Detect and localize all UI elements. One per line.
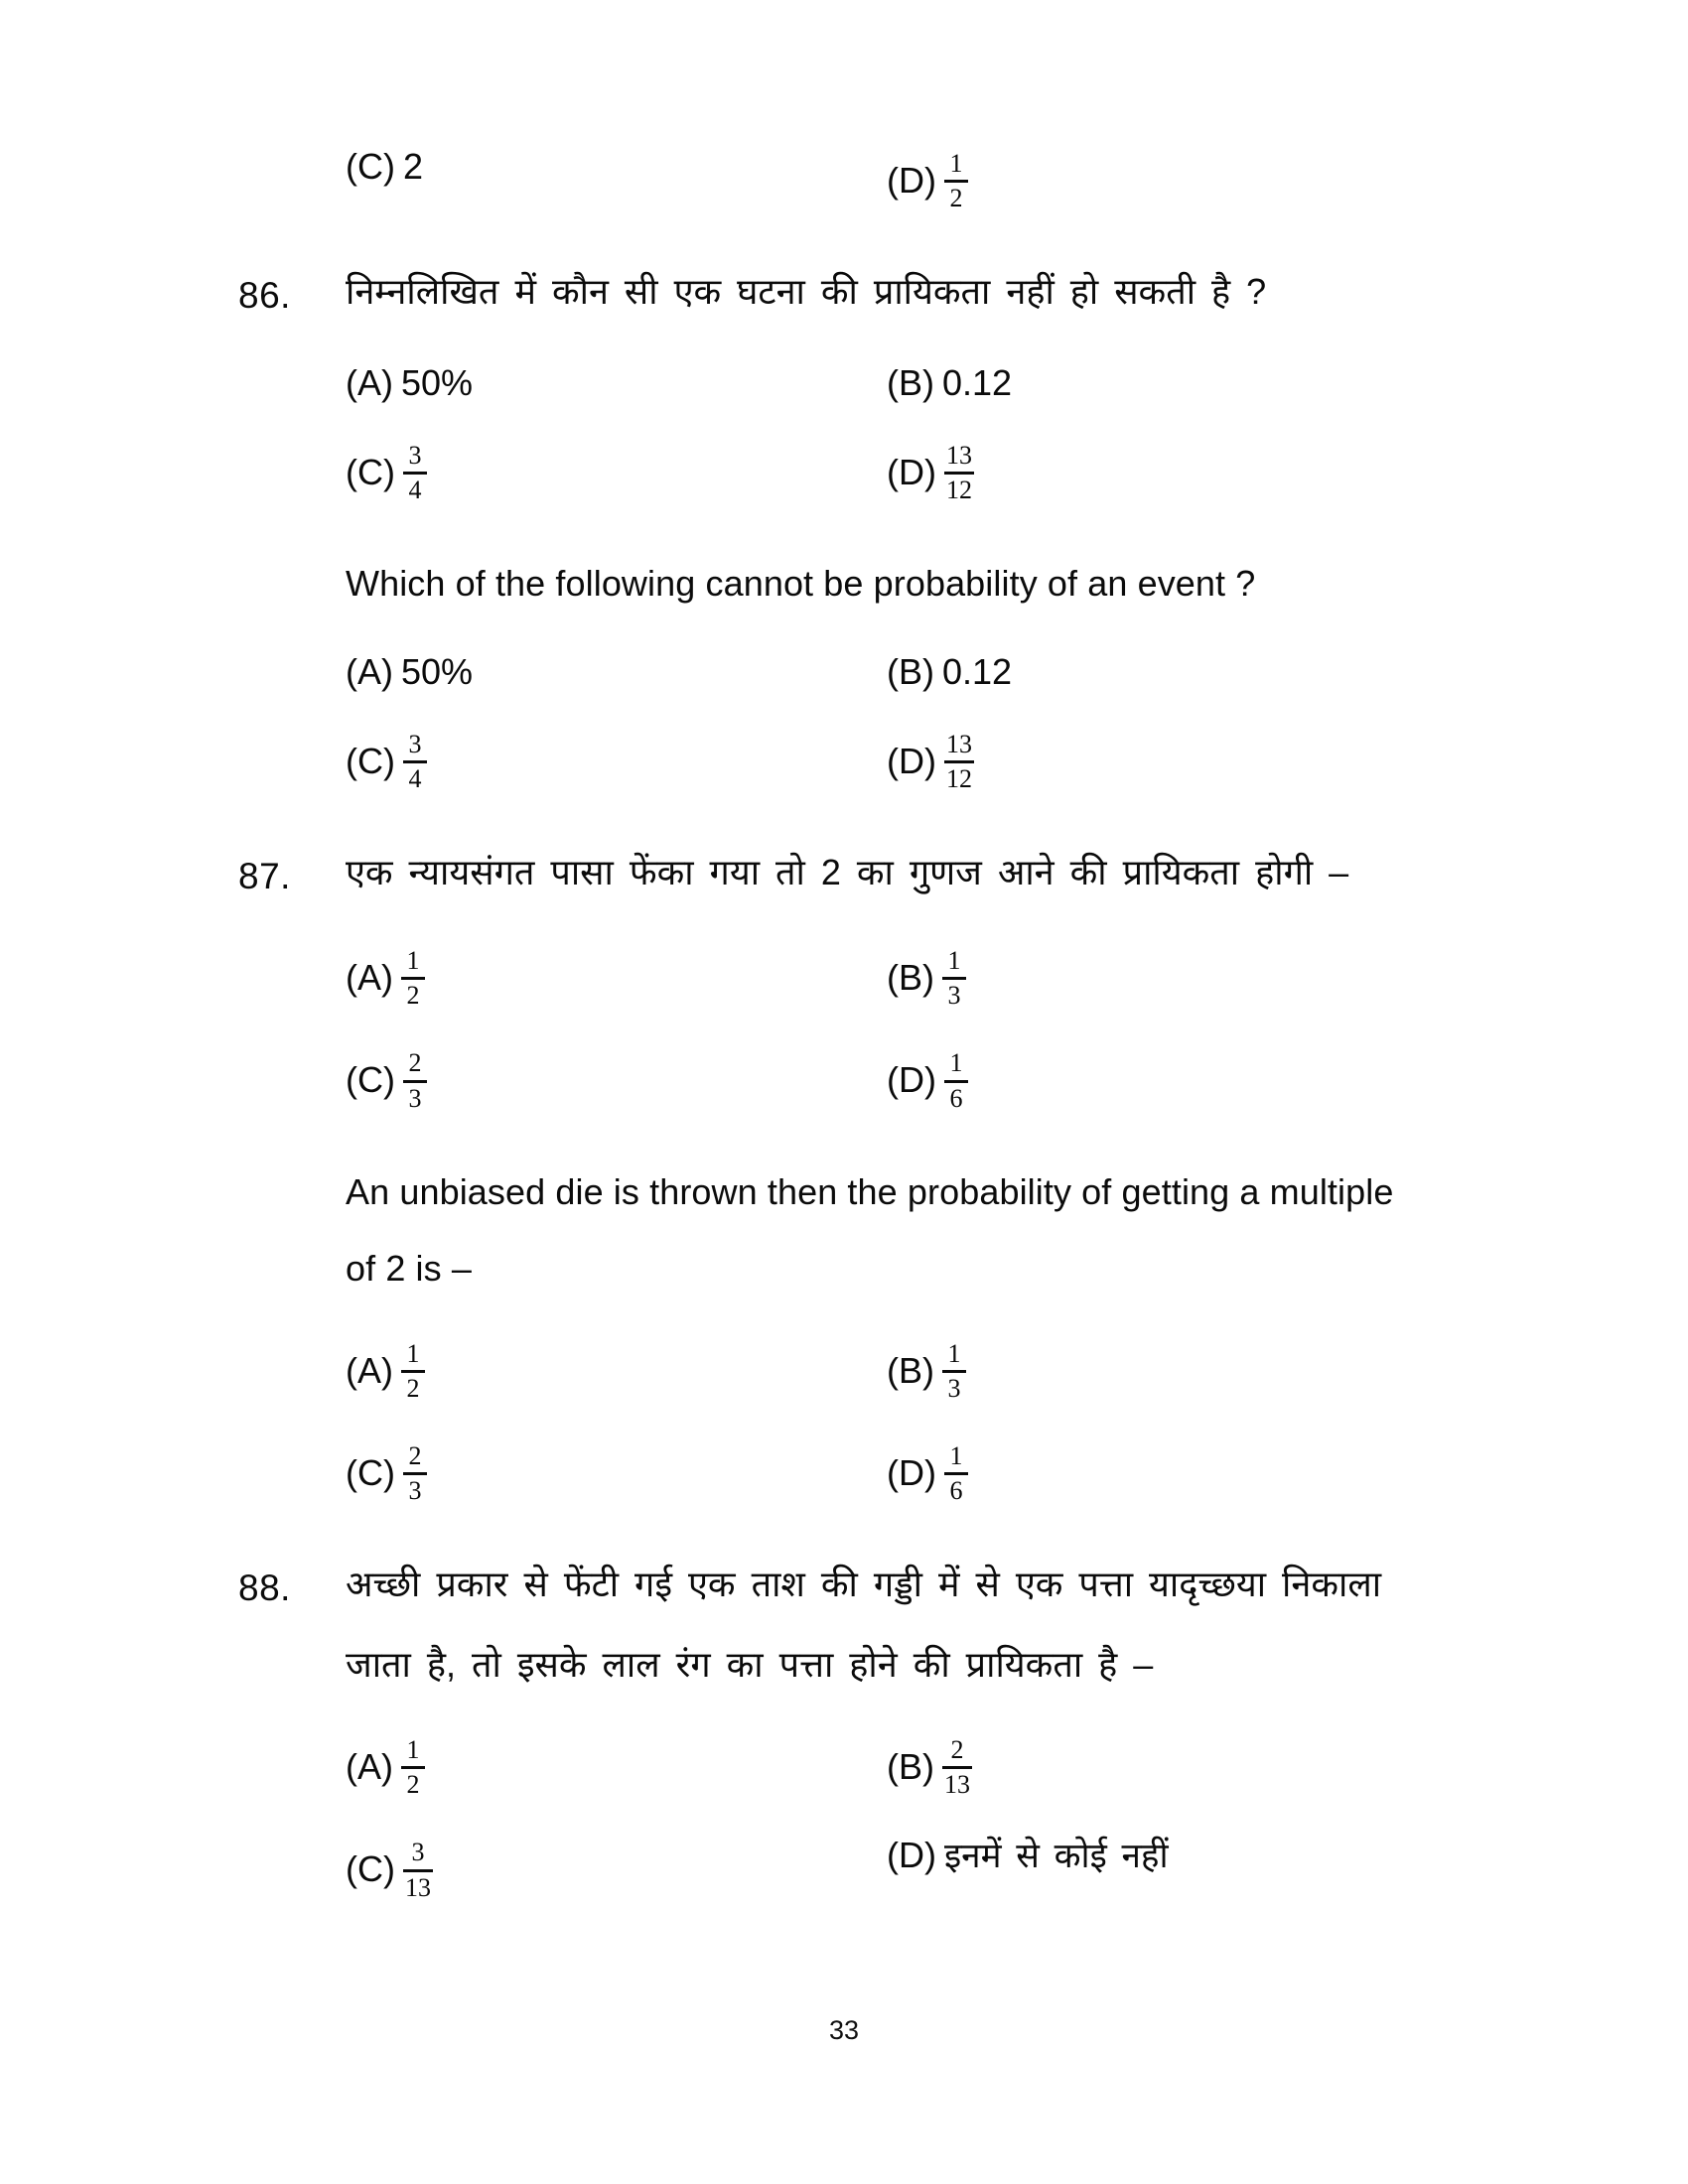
fraction-bar xyxy=(401,1370,425,1373)
option-d-label: (D) xyxy=(887,1451,936,1493)
option-b-label: (B) xyxy=(887,362,934,404)
fraction-bar xyxy=(401,1766,425,1769)
fraction-numerator: 1 xyxy=(406,946,420,976)
option-d-fraction xyxy=(944,1442,968,1505)
option-d-label: (D) xyxy=(887,451,936,492)
fraction-numerator: 1 xyxy=(406,1339,420,1369)
option-d-fraction xyxy=(944,150,968,212)
fraction-numerator: 1 xyxy=(949,1048,963,1078)
question-88-number: 88. xyxy=(238,1568,291,1609)
option-a xyxy=(346,1339,887,1402)
option-d-fraction xyxy=(944,731,974,793)
carryover-option-row xyxy=(238,146,1489,213)
option-b xyxy=(887,362,1428,404)
option-b xyxy=(887,1735,1428,1798)
option-a-label: (A) xyxy=(346,651,393,693)
fraction-bar xyxy=(944,472,974,475)
option-a xyxy=(346,1735,887,1798)
fraction-numerator: 2 xyxy=(408,1441,422,1471)
option-d-fraction xyxy=(944,442,974,504)
fraction-denominator: 4 xyxy=(408,764,422,794)
option-d xyxy=(887,1048,1428,1111)
option-b-label: (B) xyxy=(887,1349,934,1391)
option-c-label: (C) xyxy=(346,740,395,781)
fraction-numerator: 2 xyxy=(950,1735,964,1765)
fraction-numerator: 3 xyxy=(411,1838,425,1867)
fraction-denominator: 3 xyxy=(408,1476,422,1506)
option-d-label: (D) xyxy=(887,740,936,781)
option-b-fraction xyxy=(942,1340,966,1403)
fraction-bar xyxy=(942,1370,966,1373)
page-content xyxy=(238,146,1489,1902)
fraction-numerator: 1 xyxy=(947,946,961,976)
option-d xyxy=(887,1835,1428,1876)
option-d-label: (D) xyxy=(887,1059,936,1100)
fraction-denominator: 3 xyxy=(947,1374,961,1404)
page-number: 33 xyxy=(828,2015,860,2045)
fraction-bar xyxy=(403,1080,427,1083)
option-d-label: (D) xyxy=(887,1835,936,1876)
fraction-denominator: 6 xyxy=(949,1083,963,1113)
fraction-denominator: 12 xyxy=(945,764,972,794)
question-87-hindi-row xyxy=(238,852,1489,897)
fraction-bar xyxy=(944,1080,968,1083)
option-b xyxy=(887,1339,1428,1402)
option-a xyxy=(346,362,887,404)
option-c-label: (C) xyxy=(346,1059,395,1100)
fraction-numerator: 1 xyxy=(949,149,963,178)
option-a-value: 50% xyxy=(401,362,474,404)
question-88-hindi-options-row-2 xyxy=(238,1835,1489,1902)
option-c-fraction xyxy=(403,1839,433,1901)
option-b-label: (B) xyxy=(887,651,934,693)
question-86-number: 86. xyxy=(238,275,291,317)
question-86-hindi-options-row-2 xyxy=(238,441,1489,503)
option-b-value: 0.12 xyxy=(942,651,1013,693)
option-b-fraction xyxy=(942,947,966,1010)
option-d xyxy=(887,730,1428,792)
question-87-hindi-options-row-2 xyxy=(238,1048,1489,1111)
option-c xyxy=(346,1838,887,1900)
question-87-number: 87. xyxy=(238,856,291,897)
option-b-label: (B) xyxy=(887,956,934,998)
option-d xyxy=(887,149,1428,211)
option-b-label: (B) xyxy=(887,1745,934,1787)
fraction-denominator: 2 xyxy=(406,1770,420,1800)
option-d-label: (D) xyxy=(887,159,936,201)
fraction-numerator: 1 xyxy=(406,1735,420,1765)
option-c-fraction xyxy=(403,731,427,793)
question-87-english-text-line1: An unbiased die is thrown then the probability of getting a multiple xyxy=(346,1170,1394,1212)
fraction-denominator: 6 xyxy=(949,1476,963,1506)
option-b-value: 0.12 xyxy=(942,362,1013,404)
fraction-denominator: 2 xyxy=(406,1374,420,1404)
option-c xyxy=(346,441,887,503)
fraction-bar xyxy=(944,1472,968,1475)
question-87 xyxy=(238,854,1489,1504)
fraction-bar xyxy=(942,977,966,980)
question-88 xyxy=(238,1566,1489,1900)
option-a-label: (A) xyxy=(346,956,393,998)
option-b xyxy=(887,651,1428,693)
question-86-hindi-options-row-1 xyxy=(238,362,1489,404)
fraction-numerator: 13 xyxy=(945,730,972,759)
question-88-hindi-text-line1: अच्छी प्रकार से फेंटी गई एक ताश की गड्डी में से एक पत्ता यादृच्छया निकाला xyxy=(346,1564,1382,1605)
question-87-hindi-text: एक न्यायसंगत पासा फेंका गया तो 2 का गुणज आने की प्रायिकता होगी – xyxy=(346,852,1349,893)
question-86 xyxy=(238,273,1489,792)
fraction-denominator: 3 xyxy=(408,1083,422,1113)
fraction-denominator: 3 xyxy=(947,981,961,1011)
fraction-denominator: 12 xyxy=(945,476,972,505)
fraction-numerator: 1 xyxy=(949,1441,963,1471)
fraction-bar xyxy=(942,1766,972,1769)
fraction-denominator: 2 xyxy=(406,981,420,1011)
option-a-value: 50% xyxy=(401,651,474,693)
fraction-denominator: 2 xyxy=(949,184,963,213)
option-c-label: (C) xyxy=(346,146,395,187)
fraction-denominator: 4 xyxy=(408,476,422,505)
option-a-label: (A) xyxy=(346,1349,393,1391)
question-88-hindi-row-1 xyxy=(238,1564,1489,1609)
fraction-numerator: 3 xyxy=(408,441,422,471)
option-d xyxy=(887,1441,1428,1504)
option-a-label: (A) xyxy=(346,1745,393,1787)
question-86-hindi-row xyxy=(238,271,1489,317)
fraction-denominator: 13 xyxy=(944,1770,970,1800)
option-b-fraction xyxy=(942,1736,972,1799)
option-c-label: (C) xyxy=(346,1451,395,1493)
question-87-english-options-row-2 xyxy=(238,1441,1489,1504)
fraction-bar xyxy=(403,760,427,763)
option-a xyxy=(346,946,887,1009)
option-d-fraction xyxy=(944,1049,968,1112)
fraction-bar xyxy=(403,1869,433,1872)
question-86-hindi-text: निम्नलिखित में कौन सी एक घटना की प्रायिकता नहीं हो सकती है ? xyxy=(346,271,1267,313)
option-a-fraction xyxy=(401,1340,425,1403)
fraction-bar xyxy=(403,1472,427,1475)
option-a-label: (A) xyxy=(346,362,393,404)
option-c-fraction xyxy=(403,1442,427,1505)
option-a xyxy=(346,651,887,693)
question-88-hindi-text-line2: जाता है, तो इसके लाल रंग का पत्ता होने की प्रायिकता है – xyxy=(346,1644,1154,1686)
fraction-numerator: 1 xyxy=(947,1339,961,1369)
fraction-denominator: 13 xyxy=(404,1872,431,1902)
question-87-english-options-row-1 xyxy=(238,1339,1489,1402)
option-c-value: 2 xyxy=(402,146,424,187)
option-c xyxy=(346,1048,887,1111)
question-88-hindi-options-row-1 xyxy=(238,1735,1489,1798)
question-86-english-text: Which of the following cannot be probability of an event ? xyxy=(346,563,1256,605)
option-d xyxy=(887,441,1428,503)
fraction-numerator: 3 xyxy=(408,730,422,759)
question-87-english-text-line2: of 2 is – xyxy=(346,1248,472,1290)
option-c xyxy=(346,146,887,187)
option-c xyxy=(346,1441,887,1504)
fraction-bar xyxy=(401,977,425,980)
fraction-bar xyxy=(944,180,968,183)
option-c-fraction xyxy=(403,1049,427,1112)
option-a-fraction xyxy=(401,947,425,1010)
fraction-numerator: 13 xyxy=(945,441,972,471)
option-c xyxy=(346,730,887,792)
fraction-bar xyxy=(944,760,974,763)
fraction-numerator: 2 xyxy=(408,1048,422,1078)
question-86-english-options-row-1 xyxy=(238,651,1489,693)
question-87-hindi-options-row-1 xyxy=(238,946,1489,1009)
option-c-label: (C) xyxy=(346,1848,395,1890)
option-d-value: इनमें से कोई नहीं xyxy=(943,1836,1169,1875)
option-a-fraction xyxy=(401,1736,425,1799)
question-86-english-options-row-2 xyxy=(238,730,1489,792)
option-b xyxy=(887,946,1428,1009)
option-c-label: (C) xyxy=(346,451,395,492)
fraction-bar xyxy=(403,472,427,475)
option-c-fraction xyxy=(403,442,427,504)
